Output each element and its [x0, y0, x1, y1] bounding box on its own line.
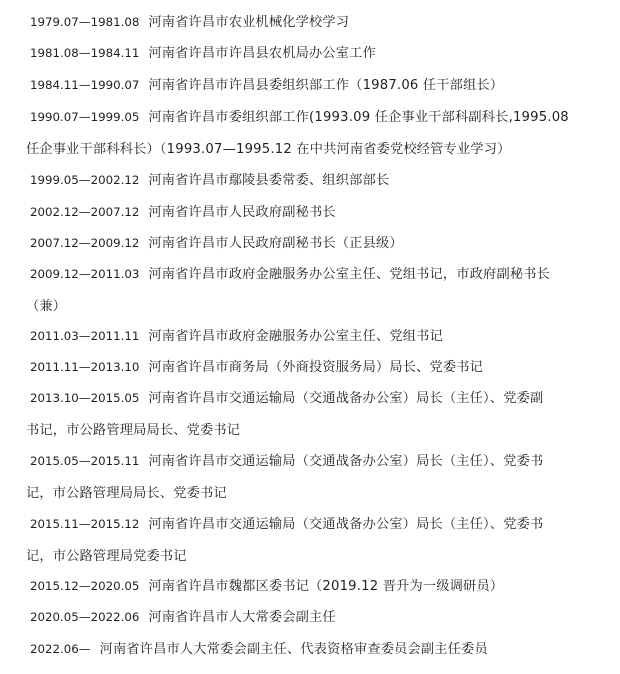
entry-date: 1999.05—2002.12 [30, 173, 140, 187]
entry-text-continued: 书记，市公路管理局局长、党委书记 [26, 423, 241, 438]
timeline-entry [30, 196, 590, 229]
timeline-entry [30, 570, 590, 603]
entry-text: 河南省许昌市交通运输局（交通战备办公室）局长（主任）、党委副 [148, 391, 544, 406]
entry-text-continued: （兼） [26, 299, 67, 314]
entry-date: 2007.12—2009.12 [30, 236, 140, 250]
entry-text: 河南省许昌市委组织部工作(1993.09 任企事业干部科副科长,1995.08 [148, 110, 569, 125]
timeline-entry [30, 6, 590, 39]
entry-date: 1979.07—1981.08 [30, 15, 140, 29]
entry-text: 河南省许昌市商务局（外商投资服务局）局长、党委书记 [148, 360, 484, 375]
timeline-entry [26, 445, 590, 510]
entry-text: 河南省许昌市交通运输局（交通战备办公室）局长（主任）、党委书 [148, 517, 544, 532]
timeline-entry [30, 351, 590, 384]
entry-text-continued: 记，市公路管理局局长、党委书记 [26, 486, 227, 501]
entry-date: 2002.12—2007.12 [30, 205, 140, 219]
entry-text-continued: 任企事业干部科科长）（1993.07—1995.12 在中共河南省委党校经管专业学习） [26, 142, 511, 157]
timeline-entry [26, 508, 590, 573]
timeline-entry [26, 382, 590, 447]
entry-date: 2009.12—2011.03 [30, 267, 140, 281]
entry-date: 2011.11—2013.10 [30, 360, 140, 374]
entry-date: 1990.07—1999.05 [30, 110, 140, 124]
timeline-entry [30, 633, 578, 666]
timeline-entry [30, 320, 590, 353]
entry-text: 河南省许昌市许昌县委组织部工作（1987.06 任干部组长） [148, 78, 504, 93]
entry-text: 河南省许昌市农业机械化学校学习 [148, 15, 350, 30]
entry-date: 2015.11—2015.12 [30, 517, 140, 531]
entry-text: 河南省许昌市人民政府副秘书长 [148, 205, 336, 220]
entry-date: 2011.03—2011.11 [30, 329, 140, 343]
entry-date: 1984.11—1990.07 [30, 78, 140, 92]
timeline-entry [30, 69, 590, 102]
entry-text: 河南省许昌市人大常委会副主任 [148, 610, 336, 625]
entry-text: 河南省许昌市人大常委会副主任、代表资格审查委员会副主任委员 [99, 642, 488, 657]
entry-text: 河南省许昌市政府金融服务办公室主任、党组书记，市政府副秘书长 [148, 267, 550, 282]
entry-text-continued: 记，市公路管理局党委书记 [26, 549, 187, 564]
timeline-entry [30, 601, 590, 634]
entry-text: 河南省许昌市魏都区委书记（2019.12 晋升为一级调研员） [148, 579, 504, 594]
entry-date: 2013.10—2015.05 [30, 391, 140, 405]
entry-date: 2020.05—2022.06 [30, 610, 140, 624]
timeline-entry [30, 37, 590, 70]
entry-text: 河南省许昌市鄢陵县委常委、组织部部长 [148, 173, 390, 188]
entry-text: 河南省许昌市许昌县农机局办公室工作 [148, 46, 376, 61]
entry-date: 2015.12—2020.05 [30, 579, 140, 593]
timeline-entry [30, 227, 590, 260]
entry-text: 河南省许昌市政府金融服务办公室主任、党组书记 [148, 329, 443, 344]
timeline-entry [26, 101, 590, 166]
entry-date: 2015.05—2015.11 [30, 454, 140, 468]
entry-date: 2022.06— [30, 642, 91, 656]
entry-date: 1981.08—1984.11 [30, 46, 140, 60]
timeline-entry [26, 258, 590, 323]
entry-text: 河南省许昌市交通运输局（交通战备办公室）局长（主任）、党委书 [148, 454, 544, 469]
timeline-entry [30, 164, 590, 197]
entry-text: 河南省许昌市人民政府副秘书长（正县级） [148, 236, 403, 251]
